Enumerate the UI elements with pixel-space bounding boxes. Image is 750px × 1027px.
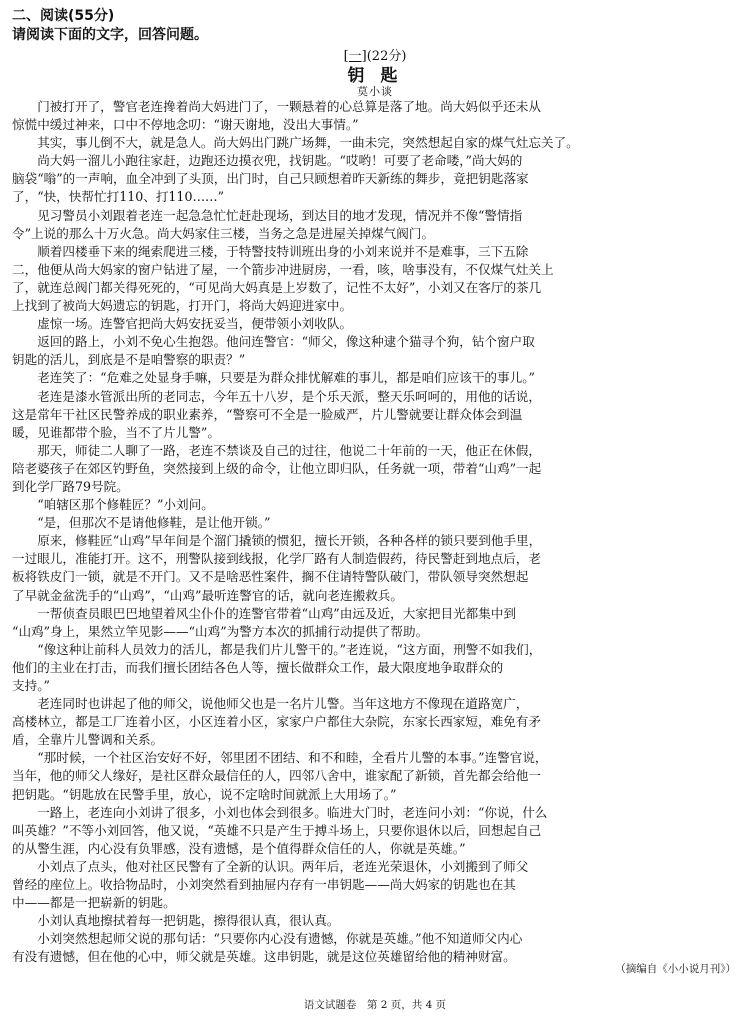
passage-line: 到化学厂路79号院。 — [12, 478, 129, 494]
passage-line: 中——都是一把崭新的钥匙。 — [12, 895, 176, 911]
passage-line: 上找到了被尚大妈遗忘的钥匙，打开门，将尚大妈迎进家中。 — [12, 298, 353, 314]
passage-line: 顺着四楼垂下来的绳索爬进三楼，于特警技特训班出身的小刘来说并不是难事，三下五除 — [12, 243, 529, 259]
passage-line: 一过眼儿，准能打开。这不，刑警队接到线报，化学厂路有人制造假药，待民警赶到地点后，老 — [12, 551, 541, 567]
passage-line: 一路上，老连向小刘讲了很多，小刘也体会到很多。临进大门时，老连问小刘：“你说，什么 — [12, 804, 548, 820]
passage-line: 暖，见谁都带个脸，当不了片儿警”。 — [12, 424, 220, 440]
passage-line: “那时候，一个社区治安好不好，邻里团不团结、和不和睦，全看片儿警的本事。”连警官说， — [12, 750, 548, 766]
passage-line: 见习警员小刘跟着老连一起急急忙忙赶赴现场，到达目的地才发现，情况并不像“警情指 — [12, 207, 523, 223]
passage-line: 老连同时也讲起了他的师父，说他师父也是一名片儿警。当年这地方不像现在道路宽广， — [12, 696, 529, 712]
passage-line: 其实，事儿倒不大，就是急人。尚大妈出门跳广场舞，一曲未完，突然想起自家的煤气灶忘关了。 — [12, 135, 579, 151]
passage-part-label — [0, 48, 750, 66]
passage-line: 这是常年干社区民警养成的职业素养，“警察可不全是一脸威严，片儿警就要让群众体会到温 — [12, 406, 523, 422]
passage-line: 虚惊一场。连警官把尚大妈安抚妥当，便带领小刘收队。 — [12, 316, 353, 332]
passage-line: 老连笑了：“危难之处显身手嘛，只要是为群众排忧解难的事儿，都是咱们应该干的事儿。” — [12, 370, 535, 386]
passage-line: 了，“快，快帮忙打110、打110……” — [12, 189, 225, 205]
passage-line: 尚大妈一溜儿小跑往家赶，边跑还边摸衣兜，找钥匙。“哎哟！可要了老命喽，”尚大妈的 — [12, 153, 523, 169]
passage-line: 二，他便从尚大妈家的窗户钻进了屋，一个箭步冲进厨房，一看，咳，啥事没有，不仅煤气灶关上 — [12, 261, 554, 277]
passage-line: 盾，全靠片儿警调和关系。 — [12, 732, 164, 748]
passage-author: 莫小谈 — [357, 85, 393, 98]
passage-line: “像这种让前科人员效力的活儿，都是我们片儿警干的。”老连说，“这方面，刑警不如我们， — [12, 641, 542, 657]
passage-title: 钥 匙 — [347, 66, 403, 86]
part-points: (22分) — [366, 49, 407, 64]
section-instruction: 请阅读下面的文字，回答问题。 — [12, 27, 208, 43]
passage-line: 了，就连总阀门都关得死死的，“可见尚大妈真是上岁数了，记性不太好”，小刘又在客厅的茶几 — [12, 279, 542, 295]
passage-line: 的从警生涯，内心没有负罪感，没有遗憾，是个值得群众信任的人，你就是英雄。” — [12, 840, 466, 856]
passage-line: “是，但那次不是请他修鞋，是让他开锁。” — [12, 515, 271, 531]
passage-line: 有没有遗憾，但在他的心中，师父就是英雄。这串钥匙，就是这位英雄留给他的精神财富。 — [12, 949, 516, 965]
passage-line: 那天，师徒二人聊了一路，老连不禁谈及自己的过往，他说二十年前的一天，他正在休假， — [12, 442, 541, 458]
passage-line: 小刘点了点头，他对社区民警有了全新的认识。两年后，老连光荣退休，小刘搬到了师父 — [12, 858, 529, 874]
passage-line: 钥匙的活儿，到底是不是咱警察的职责？” — [12, 352, 246, 368]
passage-line: 他们的主业在打击，而我们擅长团结各色人等，擅长做群众工作，最大限度地争取群众的 — [12, 659, 504, 675]
part-number: [一] — [343, 49, 367, 64]
passage-line: 陪老婆孩子在郊区钓野鱼，突然接到上级的命令，让他立即归队，任务就一项，带着“山鸡”一起 — [12, 460, 542, 476]
passage-line: 高楼林立，都是工厂连着小区，小区连着小区，家家户户都住大杂院，东家长西家短，难免有矛 — [12, 714, 541, 730]
passage-line: 返回的路上，小刘不免心生抱怨。他问连警官：“师父，像这种逮个猫寻个狗，钻个窗户取 — [12, 334, 535, 350]
passage-line: 把钥匙。“钥匙放在民警手里，放心，说不定啥时间就派上大用场了。” — [12, 786, 397, 802]
passage-line: 老连是漆水管派出所的老同志，今年五十八岁，是个乐天派，整天乐呵呵的，用他的话说， — [12, 388, 541, 404]
passage-line: 令”上说的那么十万火急。尚大妈家住三楼，当务之急是进屋关掉煤气阀门。 — [12, 225, 435, 241]
passage-line: 曾经的座位上。收拾物品时，小刘突然看到抽屉内存有一串钥匙——尚大妈家的钥匙也在其 — [12, 877, 516, 893]
passage-line: 当年，他的师父人缘好，是社区群众最信任的人，四邻八舍中，谁家配了新锁，首先都会给他一 — [12, 768, 541, 784]
passage-line: 了早就金盆洗手的“山鸡”，“山鸡”最听连警官的话，就向老连搬救兵。 — [12, 587, 403, 603]
passage-line: 一帮侦查员眼巴巴地望着风尘仆仆的连警官带着“山鸡”由远及近，大家把目光都集中到 — [12, 605, 517, 621]
passage-line: 门被打开了，警官老连搀着尚大妈进门了，一颗悬着的心总算是落了地。尚大妈似乎还未从 — [12, 99, 541, 114]
passage-line: 惊慌中缓过神来，口中不停地念叨：“谢天谢地，没出大事情。” — [12, 117, 359, 133]
passage-line: 原来，修鞋匠“山鸡”早年间是个溜门撬锁的惯犯，擅长开锁，各种各样的锁只要到他手里， — [12, 533, 542, 549]
passage-line: 脑袋“嗡”的一声响，血全冲到了头顶，出门时，自己只顾想着昨天新练的舞步，竟把钥匙落家 — [12, 171, 529, 187]
passage-line: 小刘认真地擦拭着每一把钥匙，擦得很认真，很认真。 — [12, 913, 340, 929]
page-footer: 语文试题卷 第 2 页，共 4 页 — [303, 999, 447, 1011]
passage-line: “咱辖区那个修鞋匠？”小刘问。 — [12, 497, 214, 513]
passage-source: （摘编自《小小说月刊》） — [615, 963, 736, 975]
passage-line: 叫英雄？”不等小刘回答，他又说，“英雄不只是产生于搏斗场上，只要你退休以后，回想起自己 — [12, 822, 542, 838]
section-heading: 二、阅读(55分) — [12, 8, 115, 24]
passage-line: “山鸡”身上，果然立竿见影——“山鸡”为警方本次的抓捕行动提供了帮助。 — [12, 623, 429, 639]
passage-line: 小刘突然想起师父说的那句话：“只要你内心没有遗憾，你就是英雄。”他不知道师父内心 — [12, 931, 523, 947]
passage-line: 板将铁皮门一锁，就是不开门。又不是啥恶性案件，搁不住请特警队破门，带队领导突然想起 — [12, 569, 529, 585]
passage-line: 支持。” — [12, 678, 50, 693]
section-header — [12, 7, 208, 45]
passage-body — [12, 98, 738, 967]
